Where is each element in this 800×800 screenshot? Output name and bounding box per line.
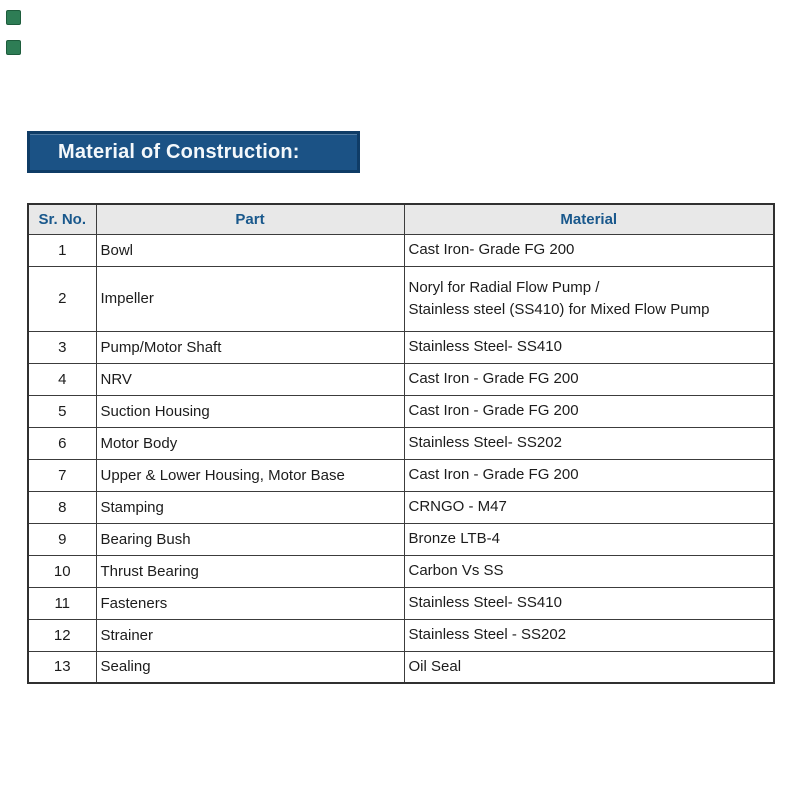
header-part: Part: [96, 204, 404, 234]
row-material-line: Oil Seal: [408, 657, 462, 675]
row-sr-no: 9: [28, 523, 96, 555]
table-row: [28, 427, 774, 459]
row-sr-no: 7: [28, 459, 96, 491]
row-part: Bearing Bush: [96, 523, 404, 555]
row-material-line: Stainless Steel- SS202: [408, 434, 562, 451]
row-material-line: Cast Iron - Grade FG 200: [408, 370, 579, 387]
row-material-line: Stainless Steel- SS410: [408, 338, 562, 355]
table-row: [28, 234, 774, 266]
table-row: [28, 266, 774, 331]
row-material-line: Cast Iron - Grade FG 200: [408, 402, 579, 419]
row-part: Fasteners: [96, 587, 404, 619]
row-part: Thrust Bearing: [96, 555, 404, 587]
row-sr-no: 2: [28, 266, 96, 331]
section-title: Material of Construction:: [58, 140, 300, 163]
row-material-line: Cast Iron - Grade FG 200: [408, 466, 579, 483]
row-material: [404, 491, 774, 523]
row-part: Upper & Lower Housing, Motor Base: [96, 459, 404, 491]
header-material: Material: [404, 204, 774, 234]
row-sr-no: 13: [28, 651, 96, 683]
table-row: [28, 651, 774, 683]
row-material: [404, 234, 774, 266]
row-sr-no: 10: [28, 555, 96, 587]
row-material: [404, 459, 774, 491]
row-sr-no: 11: [28, 587, 96, 619]
row-sr-no: 4: [28, 363, 96, 395]
row-material: [404, 363, 774, 395]
row-sr-no: 12: [28, 619, 96, 651]
annotation-marker-icon: [6, 10, 21, 25]
row-part: Pump/Motor Shaft: [96, 331, 404, 363]
row-part: Suction Housing: [96, 395, 404, 427]
row-material-line: Stainless Steel- SS410: [408, 594, 562, 611]
row-part: NRV: [96, 363, 404, 395]
row-material: [404, 523, 774, 555]
row-part: Sealing: [96, 651, 404, 683]
row-part: Motor Body: [96, 427, 404, 459]
row-sr-no: 1: [28, 234, 96, 266]
row-material: [404, 395, 774, 427]
row-sr-no: 5: [28, 395, 96, 427]
table-body: [28, 234, 774, 683]
row-material-line: Stainless steel (SS410) for Mixed Flow Pump: [408, 300, 710, 318]
row-material: [404, 651, 774, 683]
row-material: [404, 619, 774, 651]
row-part: Bowl: [96, 234, 404, 266]
materials-table: [27, 203, 775, 684]
row-material-line: Stainless Steel - SS202: [408, 626, 567, 643]
row-part: Strainer: [96, 619, 404, 651]
row-material-line: Carbon Vs SS: [408, 562, 504, 579]
header-sr-no: Sr. No.: [28, 204, 96, 234]
table-row: [28, 619, 774, 651]
annotation-marker-icon: [6, 40, 21, 55]
row-material: [404, 587, 774, 619]
row-material: [404, 266, 774, 331]
table-row: [28, 587, 774, 619]
row-material: [404, 427, 774, 459]
table-header-row: [28, 204, 774, 234]
table-row: [28, 459, 774, 491]
row-part: Impeller: [96, 266, 404, 331]
table-row: [28, 395, 774, 427]
row-material-line: Cast Iron- Grade FG 200: [408, 241, 575, 258]
table-row: [28, 523, 774, 555]
row-material-line: CRNGO - M47: [408, 498, 507, 515]
row-sr-no: 6: [28, 427, 96, 459]
table-row: [28, 363, 774, 395]
row-sr-no: 8: [28, 491, 96, 523]
table-row: [28, 331, 774, 363]
row-part: Stamping: [96, 491, 404, 523]
row-material: [404, 555, 774, 587]
section-title-banner: [27, 131, 360, 173]
row-material-line: Noryl for Radial Flow Pump /: [408, 278, 600, 296]
row-material-line: Bronze LTB-4: [408, 530, 500, 547]
table-row: [28, 491, 774, 523]
table-row: [28, 555, 774, 587]
row-material: [404, 331, 774, 363]
row-sr-no: 3: [28, 331, 96, 363]
